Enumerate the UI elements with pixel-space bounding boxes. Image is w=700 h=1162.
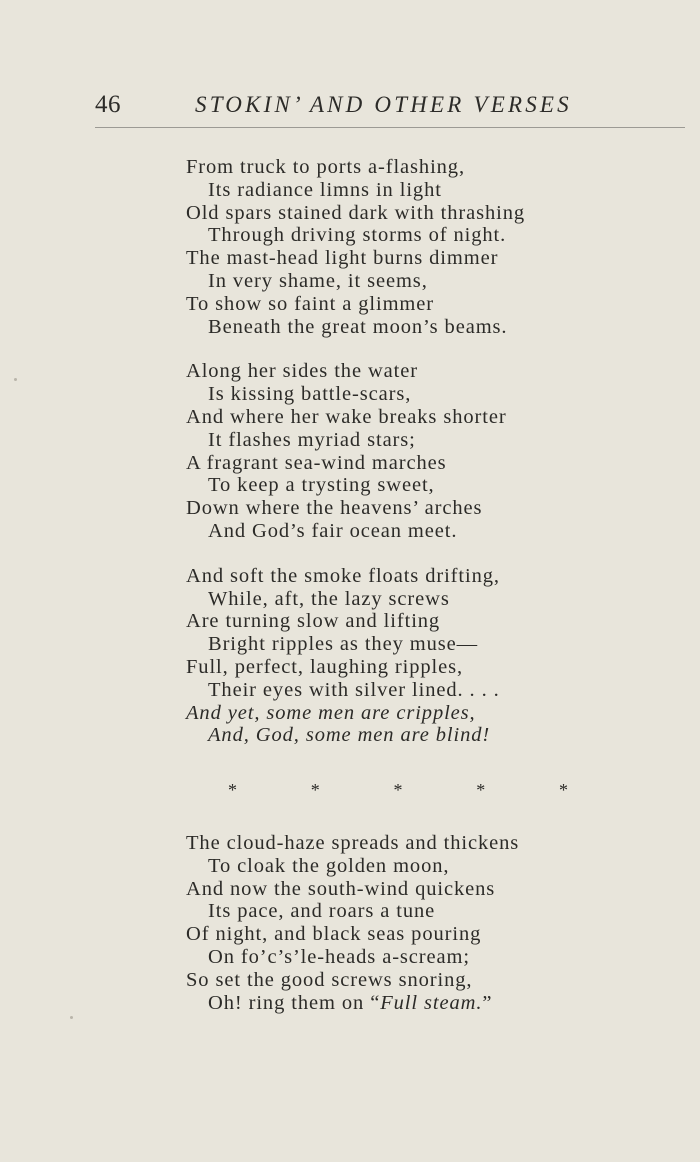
running-head: STOKIN’ AND OTHER VERSES xyxy=(195,92,572,117)
verse-line: To keep a trysting sweet, xyxy=(208,474,435,497)
section-separator xyxy=(228,780,568,801)
stanza xyxy=(186,156,666,338)
page-number: 46 xyxy=(95,91,121,118)
asterisk: * xyxy=(559,780,568,800)
verse-line: In very shame, it seems, xyxy=(208,269,428,292)
asterisk: * xyxy=(310,780,320,800)
stanza xyxy=(186,565,666,747)
closing-line xyxy=(186,992,666,1015)
verse-line: And, God, some men are blind! xyxy=(208,724,491,747)
verse-line: Along her sides the water xyxy=(186,360,418,383)
asterisk: * xyxy=(228,780,237,800)
asterisk: * xyxy=(393,780,403,800)
verse-line: Bright ripples as they muse— xyxy=(208,633,479,656)
verse-line: And God’s fair ocean meet. xyxy=(208,519,458,542)
verse-line: And where her wake breaks shorter xyxy=(186,405,507,428)
final-stanza xyxy=(186,832,666,1014)
closing-italic: Full steam. xyxy=(380,991,483,1014)
closing-prefix: Oh! ring them on “ xyxy=(208,991,381,1014)
verse-line: From truck to ports a-flashing, xyxy=(186,156,465,178)
verse-line: While, aft, the lazy screws xyxy=(208,587,450,610)
verse-line: Is kissing battle-scars, xyxy=(208,383,412,406)
verse-line: Full, perfect, laughing ripples, xyxy=(186,655,464,678)
verse-line: Its pace, and roars a tune xyxy=(208,900,436,923)
verse-line: Of night, and black seas pouring xyxy=(186,923,482,946)
verse-line: Are turning slow and lifting xyxy=(186,610,441,633)
verse-line: Their eyes with silver lined. . . . xyxy=(208,678,500,701)
verse-line: To show so faint a glimmer xyxy=(186,292,434,315)
verse-line: On fo’c’s’le-heads a-scream; xyxy=(208,945,470,968)
verse-line: Old spars stained dark with thrashing xyxy=(186,201,526,224)
verse-line: A fragrant sea-wind marches xyxy=(186,451,447,474)
verse-line: Through driving storms of night. xyxy=(208,224,507,247)
header-rule xyxy=(95,127,685,128)
verse-line: Its radiance limns in light xyxy=(208,178,442,201)
paper-speck xyxy=(70,1016,73,1019)
verse-line: And now the south-wind quickens xyxy=(186,877,496,900)
verse-line: And yet, some men are cripples, xyxy=(186,701,476,724)
verse-line: The cloud-haze spreads and thickens xyxy=(186,832,520,854)
verse-line: The mast-head light burns dimmer xyxy=(186,247,499,270)
verse-line: To cloak the golden moon, xyxy=(208,854,450,877)
stanza xyxy=(186,360,666,542)
verse-line: Beneath the great moon’s beams. xyxy=(208,315,508,338)
closing-suffix: ” xyxy=(482,991,493,1014)
poem-body xyxy=(186,156,666,769)
verse-line: Down where the heavens’ arches xyxy=(186,497,483,520)
paper-speck xyxy=(14,378,17,381)
verse-line: And soft the smoke floats drifting, xyxy=(186,564,500,587)
asterisk: * xyxy=(476,780,486,800)
verse-line: It flashes myriad stars; xyxy=(208,428,416,451)
verse-line: So set the good screws snoring, xyxy=(186,968,473,991)
